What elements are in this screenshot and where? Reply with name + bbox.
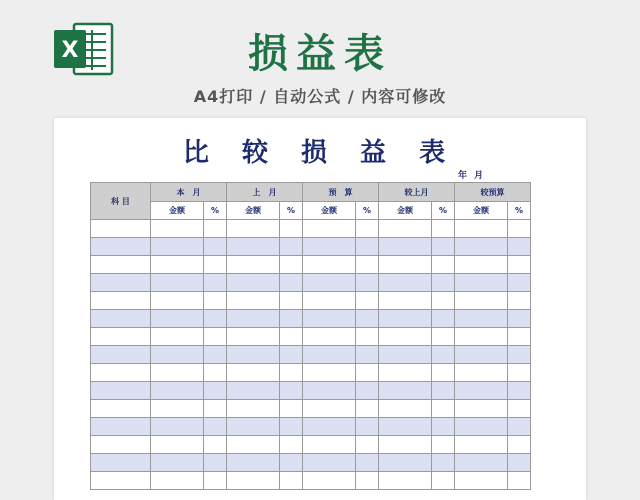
table-cell[interactable] (204, 364, 227, 382)
table-cell[interactable] (204, 256, 227, 274)
table-cell[interactable] (508, 238, 531, 256)
table-cell[interactable] (280, 274, 303, 292)
table-cell[interactable] (204, 310, 227, 328)
table-cell[interactable] (227, 328, 280, 346)
table-cell[interactable] (91, 238, 151, 256)
table-cell[interactable] (455, 364, 508, 382)
table-cell[interactable] (303, 382, 356, 400)
excel-letter: X (61, 38, 79, 63)
table-cell[interactable] (432, 328, 455, 346)
table-cell[interactable] (303, 400, 356, 418)
table-cell[interactable] (455, 454, 508, 472)
table-cell[interactable] (508, 364, 531, 382)
table-cell[interactable] (356, 364, 379, 382)
table-cell[interactable] (379, 328, 432, 346)
table-cell[interactable] (204, 436, 227, 454)
table-cell[interactable] (91, 256, 151, 274)
table-cell[interactable] (379, 472, 432, 490)
table-cell[interactable] (508, 472, 531, 490)
table-cell[interactable] (91, 382, 151, 400)
row-header-subject: 科 目 (91, 183, 151, 220)
table-cell[interactable] (280, 364, 303, 382)
table-cell[interactable] (508, 418, 531, 436)
table-cell[interactable] (91, 400, 151, 418)
table-cell[interactable] (204, 292, 227, 310)
table-cell[interactable] (151, 418, 204, 436)
table-cell[interactable] (356, 346, 379, 364)
table-cell[interactable] (303, 274, 356, 292)
subheader-amount: 金额 (303, 202, 356, 220)
table-row (91, 292, 531, 310)
table-cell[interactable] (432, 220, 455, 238)
table-row (91, 274, 531, 292)
table-cell[interactable] (280, 256, 303, 274)
table-cell[interactable] (303, 418, 356, 436)
table-cell[interactable] (455, 256, 508, 274)
table-cell[interactable] (508, 292, 531, 310)
table-cell[interactable] (379, 454, 432, 472)
table-cell[interactable] (455, 400, 508, 418)
table-cell[interactable] (432, 382, 455, 400)
table-cell[interactable] (227, 238, 280, 256)
table-cell[interactable] (508, 346, 531, 364)
table-cell[interactable] (356, 328, 379, 346)
table-cell[interactable] (508, 220, 531, 238)
table-cell[interactable] (227, 472, 280, 490)
table-cell[interactable] (151, 220, 204, 238)
table-cell[interactable] (227, 310, 280, 328)
table-cell[interactable] (379, 364, 432, 382)
table-cell[interactable] (91, 454, 151, 472)
table-cell[interactable] (379, 274, 432, 292)
table-cell[interactable] (508, 454, 531, 472)
table-cell[interactable] (227, 274, 280, 292)
table-cell[interactable] (204, 472, 227, 490)
table-cell[interactable] (379, 346, 432, 364)
table-cell[interactable] (227, 382, 280, 400)
table-cell[interactable] (432, 256, 455, 274)
table-row (91, 382, 531, 400)
table-row (91, 400, 531, 418)
table-cell[interactable] (227, 400, 280, 418)
subheader-amount: 金额 (151, 202, 204, 220)
table-row (91, 454, 531, 472)
table-cell[interactable] (455, 382, 508, 400)
table-cell[interactable] (455, 292, 508, 310)
table-cell[interactable] (151, 238, 204, 256)
table-cell[interactable] (508, 256, 531, 274)
table-cell[interactable] (379, 418, 432, 436)
table-row (91, 310, 531, 328)
table-cell[interactable] (432, 436, 455, 454)
table-cell[interactable] (280, 292, 303, 310)
table-cell[interactable] (227, 292, 280, 310)
table-cell[interactable] (204, 454, 227, 472)
table-cell[interactable] (204, 346, 227, 364)
table-cell[interactable] (356, 274, 379, 292)
table-cell[interactable] (432, 310, 455, 328)
table-cell[interactable] (508, 310, 531, 328)
table-cell[interactable] (356, 472, 379, 490)
table-cell[interactable] (455, 346, 508, 364)
table-cell[interactable] (432, 274, 455, 292)
table-cell[interactable] (204, 418, 227, 436)
table-cell[interactable] (91, 418, 151, 436)
table-cell[interactable] (356, 292, 379, 310)
table-row (91, 436, 531, 454)
table-cell[interactable] (455, 238, 508, 256)
table-cell[interactable] (303, 310, 356, 328)
table-cell[interactable] (280, 454, 303, 472)
table-cell[interactable] (91, 220, 151, 238)
table-cell[interactable] (151, 400, 204, 418)
table-row (91, 238, 531, 256)
spreadsheet-preview (54, 118, 586, 500)
header-row-groups (91, 183, 531, 202)
table-cell[interactable] (455, 472, 508, 490)
table-row (91, 364, 531, 382)
table-cell[interactable] (303, 292, 356, 310)
table-cell[interactable] (432, 238, 455, 256)
table-cell[interactable] (227, 418, 280, 436)
table-cell[interactable] (280, 310, 303, 328)
table-cell[interactable] (508, 328, 531, 346)
group-header: 较预算 (455, 183, 531, 202)
table-cell[interactable] (303, 436, 356, 454)
table-cell[interactable] (508, 436, 531, 454)
document-title: 比 较 损 益 表 (182, 138, 458, 168)
income-statement-table (90, 182, 531, 490)
table-cell[interactable] (455, 418, 508, 436)
table-cell[interactable] (151, 274, 204, 292)
subheader-amount: 金额 (227, 202, 280, 220)
table-cell[interactable] (432, 418, 455, 436)
table-cell[interactable] (303, 238, 356, 256)
table-cell[interactable] (379, 382, 432, 400)
table-cell[interactable] (356, 382, 379, 400)
table-cell[interactable] (356, 310, 379, 328)
table-cell[interactable] (455, 436, 508, 454)
subheader-percent: % (508, 202, 531, 220)
table-cell[interactable] (227, 346, 280, 364)
table-cell[interactable] (151, 292, 204, 310)
subheader-percent: % (356, 202, 379, 220)
table-cell[interactable] (356, 418, 379, 436)
table-cell[interactable] (356, 400, 379, 418)
subheader-amount: 金额 (455, 202, 508, 220)
table-cell[interactable] (432, 346, 455, 364)
table-cell[interactable] (91, 472, 151, 490)
table-cell[interactable] (227, 220, 280, 238)
table-cell[interactable] (303, 256, 356, 274)
banner-title: 损益表 (248, 31, 392, 77)
table-cell[interactable] (280, 436, 303, 454)
table-cell[interactable] (151, 256, 204, 274)
table-cell[interactable] (91, 292, 151, 310)
table-cell[interactable] (204, 382, 227, 400)
header-row-subheaders (91, 202, 531, 220)
table-cell[interactable] (508, 400, 531, 418)
table-cell[interactable] (227, 364, 280, 382)
table-cell[interactable] (303, 220, 356, 238)
table-row (91, 328, 531, 346)
table-cell[interactable] (204, 220, 227, 238)
table-cell[interactable] (204, 328, 227, 346)
table-cell[interactable] (508, 382, 531, 400)
table-cell[interactable] (379, 220, 432, 238)
table-cell[interactable] (280, 472, 303, 490)
table-cell[interactable] (280, 238, 303, 256)
subheader-percent: % (280, 202, 303, 220)
table-cell[interactable] (432, 454, 455, 472)
table-cell[interactable] (151, 436, 204, 454)
table-cell[interactable] (151, 346, 204, 364)
table-row (91, 418, 531, 436)
table-cell[interactable] (432, 472, 455, 490)
group-header: 上 月 (227, 183, 303, 202)
table-cell[interactable] (379, 256, 432, 274)
table-cell[interactable] (356, 436, 379, 454)
table-cell[interactable] (280, 382, 303, 400)
table-cell[interactable] (151, 310, 204, 328)
table-cell[interactable] (204, 400, 227, 418)
table-cell[interactable] (151, 382, 204, 400)
table-cell[interactable] (280, 400, 303, 418)
table-cell[interactable] (508, 274, 531, 292)
table-cell[interactable] (151, 364, 204, 382)
table-row (91, 346, 531, 364)
table-cell[interactable] (303, 364, 356, 382)
table-cell[interactable] (303, 472, 356, 490)
subheader-percent: % (432, 202, 455, 220)
table-cell[interactable] (455, 310, 508, 328)
table-cell[interactable] (379, 400, 432, 418)
table-cell[interactable] (379, 310, 432, 328)
banner (0, 0, 640, 118)
table-cell[interactable] (227, 256, 280, 274)
table-cell[interactable] (432, 364, 455, 382)
banner-subtitle: A4打印 / 自动公式 / 内容可修改 (193, 87, 447, 106)
table-cell[interactable] (379, 238, 432, 256)
table-cell[interactable] (91, 328, 151, 346)
table-cell[interactable] (356, 238, 379, 256)
table-cell[interactable] (303, 328, 356, 346)
table-cell[interactable] (91, 436, 151, 454)
table-cell[interactable] (356, 454, 379, 472)
subheader-amount: 金额 (379, 202, 432, 220)
table-cell[interactable] (455, 328, 508, 346)
table-cell[interactable] (91, 364, 151, 382)
table-cell[interactable] (280, 346, 303, 364)
table-cell[interactable] (204, 238, 227, 256)
table-cell[interactable] (91, 274, 151, 292)
table-cell[interactable] (227, 436, 280, 454)
group-header: 较上月 (379, 183, 455, 202)
table-cell[interactable] (151, 328, 204, 346)
table-row (91, 220, 531, 238)
subheader-percent: % (204, 202, 227, 220)
table-cell[interactable] (151, 472, 204, 490)
table-cell[interactable] (455, 274, 508, 292)
table-cell[interactable] (91, 310, 151, 328)
table-cell[interactable] (379, 292, 432, 310)
table-cell[interactable] (356, 220, 379, 238)
table-cell[interactable] (303, 346, 356, 364)
table-cell[interactable] (91, 346, 151, 364)
table-cell[interactable] (432, 400, 455, 418)
table-cell[interactable] (455, 220, 508, 238)
date-label: 年 月 (458, 171, 486, 181)
table-cell[interactable] (432, 292, 455, 310)
table-cell[interactable] (280, 328, 303, 346)
table-cell[interactable] (151, 454, 204, 472)
table-cell[interactable] (303, 454, 356, 472)
table-row (91, 256, 531, 274)
group-header: 预 算 (303, 183, 379, 202)
table-cell[interactable] (356, 256, 379, 274)
table-cell[interactable] (204, 274, 227, 292)
group-header: 本 月 (151, 183, 227, 202)
table-cell[interactable] (227, 454, 280, 472)
table-cell[interactable] (280, 220, 303, 238)
table-cell[interactable] (280, 418, 303, 436)
table-row (91, 472, 531, 490)
table-cell[interactable] (379, 436, 432, 454)
